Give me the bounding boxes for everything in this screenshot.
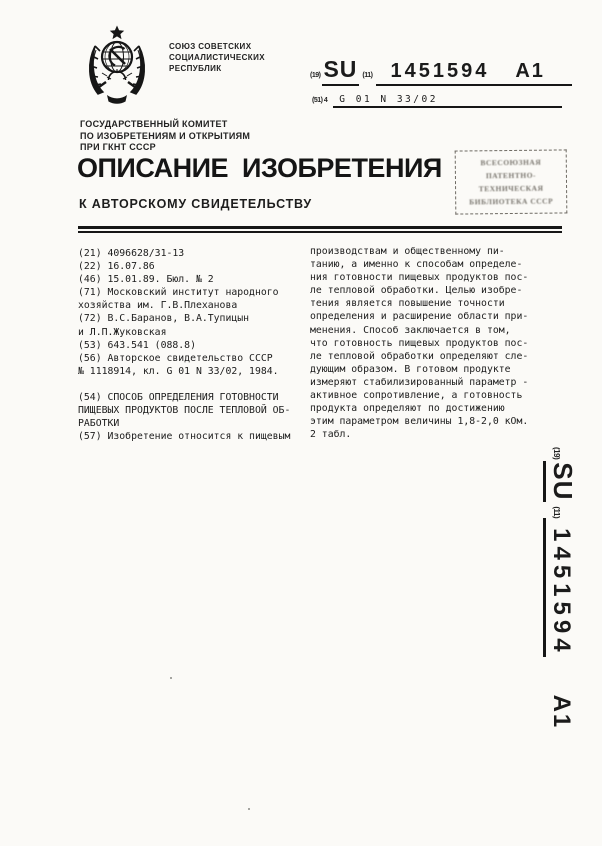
side-inid-19-label: (19) <box>552 447 561 460</box>
doc-title: ОПИСАНИЕ ИЗОБРЕТЕНИЯ <box>77 153 442 183</box>
side-doc-number: 1451594 <box>548 528 575 657</box>
ussr-emblem-icon <box>84 24 150 106</box>
library-stamp-text: ВСЕСОЮЗНАЯ ПАТЕНТНО-ТЕХНИЧЕСКАЯ БИБЛИОТЕКА СССР <box>469 157 554 207</box>
side-doc-code <box>538 447 578 730</box>
doc-number: 1451594 <box>390 60 490 82</box>
side-inid-11-label: (11) <box>552 506 561 519</box>
ipc-class: G 01 N 33/02 <box>333 94 562 108</box>
left-column: (21) 4096628/31-13 (22) 16.07.86 (46) 15.01.89. Бюл. № 2 (71) Московский институт народного хозяйства им. Г.В.Плеханова (72) В.С.Баранов, В.А.Тупицын и Л.П.Жуковская (53) 643.541 (088.8) (56) Авторское свидетельство СССР № 1118914, кл. G 01 N 33/02, 1984. (54) СПОСОБ ОПРЕДЕЛЕНИЯ ГОТОВНОСТИ ПИЩЕВЫХ ПРОДУКТОВ ПОСЛЕ ТЕПЛОВОЙ ОБ- РАБОТКИ (57) Изобретение относится к пищевым <box>78 248 291 443</box>
union-name: СОЮЗ СОВЕТСКИХ СОЦИАЛИСТИЧЕСКИХ РЕСПУБЛИК <box>169 42 265 73</box>
side-kind-code: A1 <box>548 694 575 730</box>
scan-speck <box>170 677 172 679</box>
right-column: производствам и общественному пи- танию, а именно к способам определе- ния готовности пищевых продуктов пос- ле тепловой обработки. Целью изобре- тения является повышение точности определения и расширение области при- менения. Способ заключается в том, что готовность пищевых продуктов пос- ле тепловой обработки определяют сле- дующим образом. В готовом продукте измеряют стабилизированный параметр - активное сопротивление, а готовность продукта определяют по достижению этим параметром величины 1,8-2,0 кОм. 2 табл. <box>310 246 529 441</box>
library-stamp <box>455 149 568 214</box>
committee-name: ГОСУДАРСТВЕННЫЙ КОМИТЕТ ПО ИЗОБРЕТЕНИЯМ И ОТКРЫТИЯМ ПРИ ГКНТ СССР <box>80 119 251 152</box>
header-rule <box>78 226 562 233</box>
scan-speck <box>248 808 250 810</box>
country-code: SU <box>322 56 359 86</box>
inid-19-label: (19) <box>310 72 321 79</box>
kind-code: A1 <box>515 60 545 82</box>
inid-51-label: (51) 4 <box>312 97 328 104</box>
doc-code-row <box>310 56 572 86</box>
doc-subtitle: К АВТОРСКОМУ СВИДЕТЕЛЬСТВУ <box>79 197 312 211</box>
side-country-code: SU <box>543 461 578 502</box>
ipc-row <box>312 94 562 108</box>
inid-11-label: (11) <box>362 72 373 79</box>
side-doc-number-group <box>543 518 575 656</box>
doc-number-group <box>376 60 572 86</box>
